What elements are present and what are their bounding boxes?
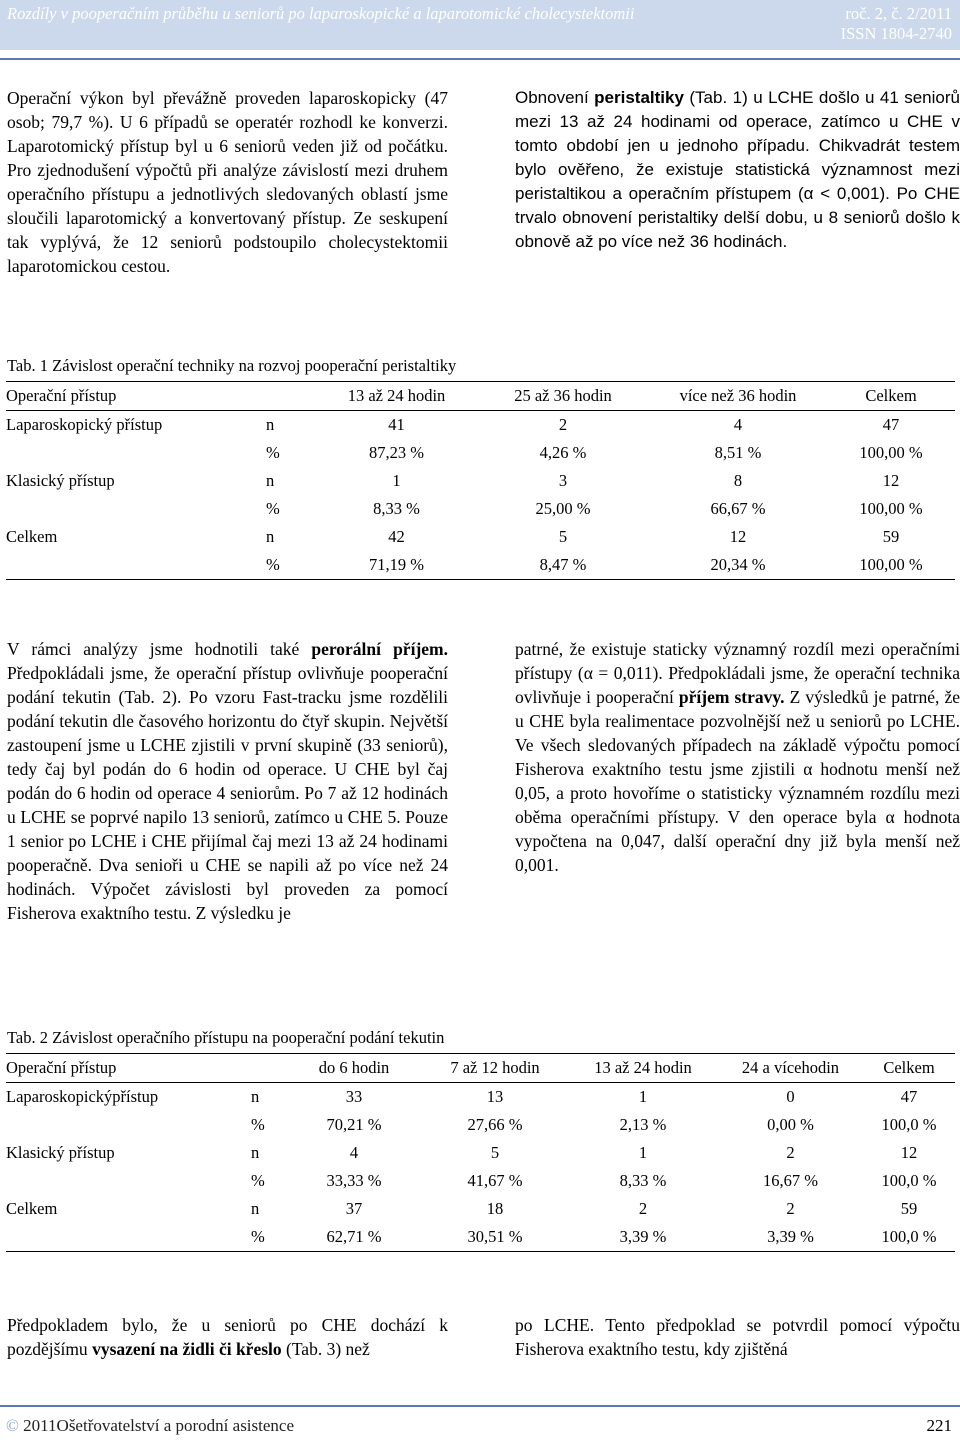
row-label: Celkem (6, 527, 58, 546)
paragraph-lche (515, 1313, 960, 1361)
row-unit: % (266, 551, 316, 580)
text-run: Z výsledků je patrné, že u CHE byla realimentace pozvolnější než u seniorů po LCHE. Ve všech sledovaných případech na základě výpočtu pomocí Fisherova exaktního testu jsme zjistili α hodnotu menší než 0,05, a proto hovoříme o statisticky významném rozdílu mezi oběma operačními přístupy. V den operace byla α hodnota vypočtena na 0,047, další operační dny již byla menší než 0,001. (515, 687, 960, 875)
paragraph-text (515, 86, 960, 254)
text-run: (Tab. 1) u LCHE došlo u 41 seniorů mezi 13 až 24 hodinami od operace, zatímco u CHE v tomto období jen u jednoho případu. Chikvadrát testem bylo ověřeno, že existuje statistická významnost mezi peristaltikou a operačním přístupem (α < 0,001). Po CHE trvalo obnovení peristaltiky delší dobu, u 8 seniorů došlo k obnově až po více než 36 hodinách. (515, 88, 960, 251)
row-label (6, 495, 266, 523)
table-cell: 0,00 % (767, 1115, 814, 1134)
table-cell: 37 (345, 1199, 363, 1218)
row-unit: n (266, 415, 275, 434)
table-cell: 27,66 % (467, 1115, 523, 1134)
table-header-row (6, 1054, 955, 1083)
row-label (6, 1111, 251, 1139)
table-cell: 41 (388, 415, 405, 434)
text-run: V rámci analýzy jsme hodnotili také (7, 639, 312, 659)
table-cell: 3,39 % (568, 1223, 718, 1252)
table-cell: 4 (349, 1143, 359, 1162)
table-cell: 41,67 % (467, 1171, 523, 1190)
column-header: více než 36 hodin (649, 382, 827, 411)
table-cell: 20,34 % (649, 551, 827, 580)
table-cell: 66,67 % (710, 499, 766, 518)
column-header: Celkem (863, 1054, 955, 1083)
table-row (6, 439, 955, 467)
table-cell: 8,51 % (714, 443, 762, 462)
bold-term: peristaltiky (594, 88, 684, 107)
row-label (6, 1167, 251, 1195)
table1-caption: Tab. 1 Závislost operační techniky na rozvoj pooperační peristaltiky (7, 356, 457, 375)
table-row (6, 1223, 955, 1252)
table2-caption: Tab. 2 Závislost operačního přístupu na pooperační podání tekutin (7, 1028, 445, 1047)
table-cell: 5 (558, 527, 568, 546)
column-header: Celkem (827, 382, 955, 411)
table-header-row (6, 382, 955, 411)
paragraph-text (7, 1313, 448, 1361)
row-label: Klasický přístup (6, 471, 115, 490)
table-cell: 2 (786, 1199, 795, 1218)
table-cell: 12 (729, 527, 747, 546)
header-divider (0, 58, 960, 60)
table-cell: 5 (490, 1143, 500, 1162)
issue-number: roč. 2, č. 2/2011 (845, 4, 952, 23)
row-unit: % (251, 1171, 265, 1190)
text-run: patrné, že existuje staticky významný rozdíl mezi operačními přístupy (α = 0,011). Předpokládali jsme, že operační technika ovlivňuje i pooperační (515, 639, 960, 707)
row-unit: n (266, 527, 275, 546)
paragraph-text: Operační výkon byl převážně proveden laparoskopicky (47 osob; 79,7 %). U 6 případů se operatér rozhodl ke konverzi. Laparotomický přístup byl u 6 seniorů veden již od počátku. Pro zjednodušení výpočtů při analýze závislostí mezi druhem operačního přístupu a jednotlivých sledovaných oblastí jsme sloučili laparotomický a konvertovaný přístup. Ze seskupení tak vyplývá, že 12 seniorů podstoupilo cholecystektomii laparotomickou cestou. (7, 88, 448, 276)
table-cell: 18 (486, 1199, 504, 1218)
copyright-sign: © (6, 1416, 19, 1435)
page-number: 221 (926, 1416, 952, 1435)
paragraph-peristaltika (515, 86, 960, 254)
paragraph-vysazeni (7, 1313, 448, 1361)
row-unit: n (251, 1143, 260, 1162)
paragraph-text: po LCHE. Tento předpoklad se potvrdil pomocí výpočtu Fisherova exaktního testu, kdy zjištěná (515, 1315, 960, 1359)
table-cell: 30,51 % (422, 1223, 568, 1252)
article-title: Rozdíly v pooperačním průběhu u seniorů po laparoskopické a laparotomické cholecystektomii (7, 4, 635, 23)
paragraph-prijem-stravy (515, 637, 960, 877)
column-header: Operační přístup (6, 382, 316, 411)
table-cell: 71,19 % (316, 551, 477, 580)
table-cell: 8,47 % (477, 551, 649, 580)
table-cell: 1 (638, 1087, 648, 1106)
table-row (6, 1195, 955, 1223)
table-cell: 70,21 % (326, 1115, 382, 1134)
row-label: Laparoskopický přístup (6, 415, 163, 434)
row-unit: % (266, 443, 280, 462)
table-cell: 87,23 % (369, 443, 424, 462)
table2 (6, 1053, 955, 1252)
table-cell: 2 (638, 1199, 648, 1218)
table-row (6, 1083, 955, 1112)
column-header: Operační přístup (6, 1054, 286, 1083)
table-row (6, 411, 955, 440)
table-cell: 4,26 % (539, 443, 587, 462)
table-cell: 3,39 % (718, 1223, 863, 1252)
bold-term: perorální příjem. (311, 639, 448, 659)
text-run: Předpokladem bylo, že u seniorů po CHE dochází k pozdějšímu (7, 1315, 448, 1359)
bold-term: příjem stravy. (678, 687, 785, 707)
table-cell: 13 (486, 1087, 504, 1106)
column-header: 13 až 24 hodin (568, 1054, 718, 1083)
table1 (6, 381, 955, 580)
table-cell: 42 (388, 527, 405, 546)
table-cell: 59 (900, 1199, 918, 1218)
table-cell: 12 (882, 471, 900, 490)
table-cell: 47 (900, 1087, 918, 1106)
table-cell: 100,00 % (859, 499, 923, 518)
table-row (6, 523, 955, 551)
table-row (6, 467, 955, 495)
text-run: Obnovení (515, 88, 595, 107)
table-cell: 33,33 % (326, 1171, 382, 1190)
table-cell: 4 (733, 415, 743, 434)
row-label: Laparoskopickýpřístup (6, 1087, 159, 1106)
row-label (6, 1223, 251, 1252)
table-row (6, 551, 955, 580)
table-cell: 59 (882, 527, 900, 546)
column-header: do 6 hodin (286, 1054, 422, 1083)
row-label: Celkem (6, 1199, 58, 1218)
table-cell: 1 (638, 1143, 648, 1162)
row-label (6, 439, 266, 467)
column-header: 13 až 24 hodin (316, 382, 477, 411)
table-cell: 2 (786, 1143, 795, 1162)
paragraph-text (7, 637, 448, 925)
table-cell: 100,0 % (881, 1115, 937, 1134)
paragraph-operacni-vykon (7, 86, 448, 278)
row-label: Klasický přístup (6, 1143, 115, 1162)
table-cell: 100,00 % (827, 551, 955, 580)
table-cell: 25,00 % (535, 499, 591, 518)
column-header: 25 až 36 hodin (477, 382, 649, 411)
table-cell: 0 (786, 1087, 795, 1106)
journal-name: 2011Ošetřovatelství a porodní asistence (18, 1416, 295, 1435)
row-unit: n (251, 1199, 260, 1218)
table-cell: 2 (558, 415, 568, 434)
table-cell: 12 (900, 1143, 918, 1162)
row-label (6, 551, 266, 580)
journal-header (0, 0, 960, 50)
table-cell: 100,00 % (859, 443, 923, 462)
table-cell: 8 (733, 471, 743, 490)
column-header: 7 až 12 hodin (422, 1054, 568, 1083)
table-row (6, 1111, 955, 1139)
table-cell: 62,71 % (286, 1223, 422, 1252)
table-cell: 33 (345, 1087, 363, 1106)
footer-divider (0, 1405, 960, 1407)
table-cell: 8,33 % (619, 1171, 667, 1190)
table-row (6, 1139, 955, 1167)
column-header: 24 a vícehodin (718, 1054, 863, 1083)
issn: ISSN 1804-2740 (840, 24, 952, 43)
footer-copyright (6, 1416, 294, 1436)
table-cell: 47 (882, 415, 900, 434)
paragraph-peroralni-prijem (7, 637, 448, 925)
table-row (6, 1167, 955, 1195)
bold-term: vysazení na židli či křeslo (92, 1339, 282, 1359)
table-cell: 2,13 % (619, 1115, 667, 1134)
paragraph-text (515, 637, 960, 877)
table-cell: 100,0 % (881, 1171, 937, 1190)
text-run: (Tab. 3) než (281, 1339, 370, 1359)
row-unit: % (266, 499, 280, 518)
text-run: Předpokládali jsme, že operační přístup ovlivňuje pooperační podání tekutin (Tab. 2). Po vzoru Fast-tracku jsme rozdělili podání tekutin dle časového horizontu do čtyř skupin. Největší zastoupení jsme u LCHE zjistili v první skupině (33 seniorů), tedy čaj byl podán do 6 hodin od operace. U CHE byl čaj podán do 6 hodin od operace 4 seniorům. Po 7 až 12 hodinách u LCHE se poprvé napilo 13 seniorů, zatímco u CHE 5. Pouze 1 senior po LCHE i CHE přijímal čaj mezi 13 až 24 hodinami pooperačně. Dva senioři u CHE se napili až po více než 24 hodinách. Výpočet závislosti byl proveden za pomocí Fisherova exaktního testu. Z výsledku je (7, 663, 448, 923)
table-row (6, 495, 955, 523)
row-unit: % (251, 1223, 286, 1252)
table-cell: 8,33 % (373, 499, 420, 518)
row-unit: n (266, 471, 275, 490)
table-cell: 1 (392, 471, 401, 490)
table-cell: 100,0 % (863, 1223, 955, 1252)
row-unit: % (251, 1115, 265, 1134)
table-cell: 3 (558, 471, 568, 490)
row-unit: n (251, 1087, 260, 1106)
table-cell: 16,67 % (763, 1171, 818, 1190)
